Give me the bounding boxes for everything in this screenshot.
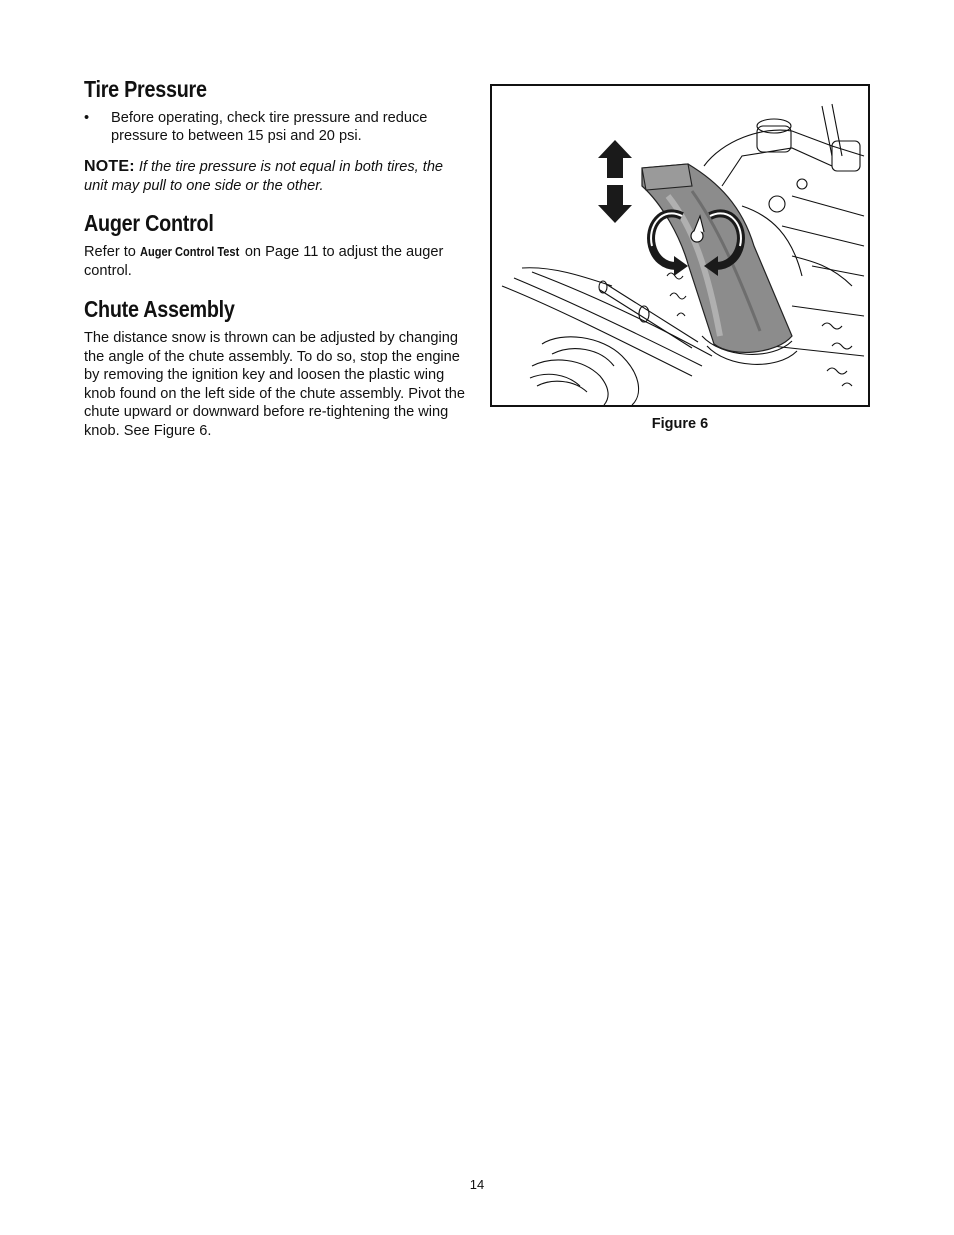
chute-assembly-heading: Chute Assembly	[84, 296, 235, 322]
auger-control-test-reference[interactable]: Auger Control Test	[139, 244, 240, 259]
tire-pressure-note	[84, 157, 470, 196]
snowblower-chute-drawing	[492, 86, 868, 405]
tire-pressure-heading: Tire Pressure	[84, 76, 207, 102]
tire-pressure-bullet-text: Before operating, check tire pressure and reduce pressure to between 15 psi and 20 psi.	[111, 110, 428, 144]
wing-knob	[691, 230, 703, 242]
note-text: If the tire pressure is not equal in both tires, the unit may pull to one side or the other.	[84, 159, 444, 194]
auger-control-heading: Auger Control	[84, 210, 214, 236]
note-label: NOTE:	[84, 158, 135, 175]
auger-text-after: on Page 11 to adjust the auger control.	[84, 244, 444, 279]
left-column	[84, 76, 470, 440]
figure-caption: Figure 6	[651, 416, 709, 432]
chute-assembly-paragraph: The distance snow is thrown can be adjusted by changing the angle of the chute assembly. To do so, stop the engine by removing the ignition key and loosen the plastic wing knob found on the left side of the chute assembly. Pivot the chute upward or downward before re-tightening the wing knob. See Figure 6.	[84, 330, 466, 439]
up-down-arrow-icon	[598, 140, 632, 223]
figure-6-illustration	[490, 84, 870, 407]
page-number: 14	[469, 1177, 485, 1192]
auger-control-paragraph	[84, 243, 470, 280]
tire-pressure-bullet	[84, 109, 470, 145]
auger-text-before: Refer to	[84, 244, 136, 260]
bullet-marker: •	[84, 110, 90, 126]
